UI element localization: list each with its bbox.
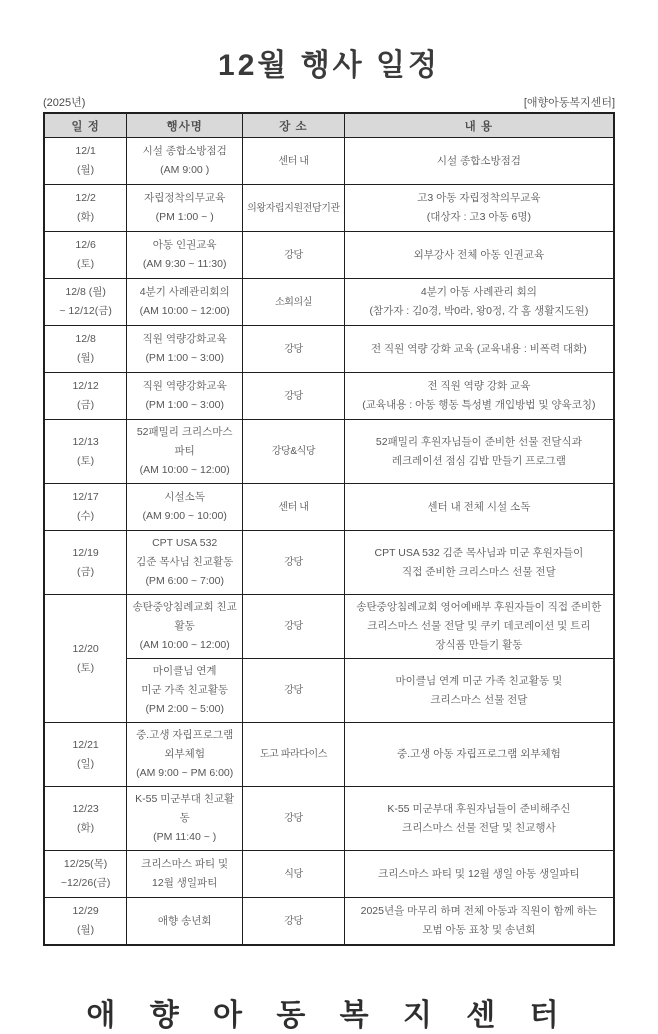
event-cell-line: (PM 6:00 ~ 7:00) (145, 575, 224, 587)
event-cell (127, 420, 243, 484)
content-cell (344, 279, 614, 326)
table-row (44, 898, 614, 946)
content-cell-line: (대상자 : 고3 아동 6명) (426, 211, 532, 223)
place-cell (243, 595, 345, 659)
content-cell-line: 크리스마스 파티 및 12월 생일 아동 생일파티 (378, 867, 580, 880)
date-cell-line: (월) (77, 164, 95, 176)
place-cell-line: 식당 (284, 868, 303, 880)
date-cell-line: ~12/26(금) (60, 877, 111, 889)
date-cell-line: 12/12 (72, 380, 99, 392)
table-row (44, 232, 614, 279)
table-row (44, 138, 614, 185)
place-cell-line: 강당 (284, 343, 303, 355)
event-cell-line: (PM 2:00 ~ 5:00) (145, 703, 224, 715)
content-cell-line: 센터 내 전체 시설 소독 (427, 500, 531, 513)
table-head-row (44, 113, 614, 138)
page-title: 12월 행사 일정 (218, 49, 440, 82)
event-cell (127, 185, 243, 232)
place-cell-line: 강당&식당 (271, 446, 316, 457)
column-header: 내 용 (344, 113, 614, 138)
event-cell-line: (AM 10:00 ~ 12:00) (139, 305, 230, 317)
event-cell-line: 크리스마스 파티 및 (141, 858, 229, 870)
date-cell-line: (금) (77, 399, 95, 411)
table-body (44, 138, 614, 946)
content-cell-line: 전 직원 역량 강화 교육 (427, 380, 531, 392)
org-label: [애향아동복지센터] (523, 97, 615, 109)
place-cell-line: 강당 (284, 813, 303, 824)
event-cell-line: 김준 목사님 친교활동 (136, 556, 234, 568)
place-cell (243, 279, 345, 326)
event-cell-line: (AM 10:00 ~ 12:00) (139, 464, 230, 476)
table-row (44, 723, 614, 787)
place-cell (243, 185, 345, 232)
event-cell-line: (PM 1:00 ~ ) (155, 211, 214, 223)
place-cell-line: 강당 (284, 249, 303, 261)
event-cell-line: (PM 1:00 ~ 3:00) (145, 399, 224, 411)
date-cell-line: 12/1 (75, 145, 96, 157)
content-cell (344, 851, 614, 898)
place-cell-line: 강당 (284, 390, 303, 402)
event-cell-line: (AM 9:00 ~ 10:00) (142, 510, 227, 522)
table-row (44, 326, 614, 373)
date-cell-line: (토) (77, 454, 95, 467)
content-cell-line: 크리스마스 선물 전달 및 친교행사 (402, 821, 556, 834)
event-cell (127, 484, 243, 531)
content-cell-line: 직접 준비한 크리스마스 선물 전달 (402, 565, 556, 578)
place-cell-line: 의왕자립지원전담기관 (247, 202, 340, 214)
event-cell (127, 851, 243, 898)
date-cell-line: 12/8 (75, 333, 96, 345)
event-cell-line: (AM 10:00 ~ 12:00) (139, 639, 230, 651)
date-cell-line: (화) (77, 821, 95, 834)
date-cell-line: (토) (77, 661, 95, 674)
event-cell-line: 4분기 사례관리회의 (139, 286, 230, 298)
content-cell (344, 659, 614, 723)
table-row (44, 595, 614, 659)
content-cell-line: CPT USA 532 김준 목사님과 미군 후원자들이 (374, 546, 584, 559)
date-cell (44, 484, 127, 531)
event-cell-line: (AM 9:00 ) (160, 164, 210, 176)
content-cell-line: 고3 아동 자립정착의무교육 (417, 192, 541, 204)
event-cell (127, 659, 243, 723)
event-cell-line: (PM 1:00 ~ 3:00) (145, 352, 224, 364)
table-row (44, 659, 614, 723)
content-cell-line: 전 직원 역량 강화 교육 (교육내용 : 비폭력 대화) (370, 342, 587, 355)
event-cell-line: CPT USA 532 (152, 537, 218, 549)
place-cell-line: 강당 (284, 557, 303, 568)
content-cell-line: 52패밀리 후원자님들이 준비한 선물 전달식과 (375, 435, 582, 448)
event-cell-line: 직원 역량강화교육 (142, 380, 227, 392)
date-cell-line: 12/23 (72, 802, 99, 815)
column-header: 장 소 (243, 113, 345, 138)
date-cell-line: (금) (77, 565, 95, 578)
table-row (44, 531, 614, 595)
content-cell (344, 787, 614, 851)
event-cell-line: 52패밀리 크리스마스 파티 (136, 426, 233, 457)
event-cell-line: 직원 역량강화교육 (142, 333, 227, 345)
table-row (44, 484, 614, 531)
content-cell (344, 326, 614, 373)
event-cell-line: (PM 11:40 ~ ) (153, 831, 217, 843)
content-cell (344, 185, 614, 232)
content-cell (344, 232, 614, 279)
date-cell-line: 12/19 (72, 546, 99, 559)
event-cell (127, 531, 243, 595)
event-cell-line: (AM 9:30 ~ 11:30) (142, 258, 227, 270)
date-cell (44, 723, 127, 787)
event-cell (127, 898, 243, 946)
event-cell (127, 595, 243, 659)
date-cell (44, 232, 127, 279)
place-cell-line: 센터 내 (278, 155, 309, 167)
content-cell-line: 크리스마스 선물 전달 및 쿠키 데코레이션 및 트리 (367, 620, 591, 632)
table-row (44, 373, 614, 420)
event-cell-line: 중.고생 자립프로그램 (136, 729, 234, 741)
content-cell (344, 898, 614, 946)
date-cell (44, 279, 127, 326)
place-cell (243, 723, 345, 787)
place-cell (243, 373, 345, 420)
table-row (44, 787, 614, 851)
table-row (44, 185, 614, 232)
event-cell-line: 마이클님 연계 (152, 665, 217, 677)
content-cell-line: 4분기 아동 사례관리 회의 (420, 286, 537, 298)
content-cell-line: 마이클님 연계 미군 가족 친교활동 및 (395, 674, 563, 687)
place-cell (243, 787, 345, 851)
document-page (0, 40, 658, 1032)
content-cell-line: 모범 아동 표창 및 송년회 (422, 924, 536, 936)
date-cell-line: 12/21 (72, 738, 99, 751)
date-cell (44, 787, 127, 851)
place-cell (243, 659, 345, 723)
event-cell (127, 787, 243, 851)
content-cell-line: 중.고생 아동 자립프로그램 외부체험 (396, 748, 561, 760)
date-cell (44, 185, 127, 232)
place-cell-line: 강당 (284, 915, 303, 927)
content-cell-line: 2025년을 마무리 하며 전체 아동과 직원이 함께 하는 (360, 905, 598, 917)
event-cell-line: 외부체험 (164, 748, 205, 760)
table-row (44, 851, 614, 898)
date-cell (44, 531, 127, 595)
event-cell-line: 미군 가족 친교활동 (141, 684, 229, 696)
date-cell (44, 326, 127, 373)
date-cell (44, 420, 127, 484)
event-cell (127, 723, 243, 787)
event-cell-line: 아동 인권교육 (152, 239, 217, 251)
content-cell-line: 장식품 만들기 활동 (435, 639, 523, 651)
place-cell (243, 420, 345, 484)
date-cell-line: 12/6 (75, 239, 96, 251)
table-row (44, 279, 614, 326)
event-cell-line: 시설 종합소방점검 (142, 145, 227, 157)
event-cell (127, 326, 243, 373)
event-cell (127, 138, 243, 185)
content-cell (344, 138, 614, 185)
date-cell (44, 898, 127, 946)
content-cell (344, 531, 614, 595)
place-cell (243, 484, 345, 531)
date-cell-line: 12/8 (월) (65, 286, 106, 298)
place-cell-line: 소회의실 (274, 296, 312, 308)
event-cell-line: 송탄중앙침례교회 친교활동 (132, 601, 237, 632)
content-cell (344, 484, 614, 531)
place-cell (243, 232, 345, 279)
year-label: (2025년) (43, 97, 86, 109)
event-cell-line: 12월 생일파티 (152, 877, 218, 889)
place-cell (243, 851, 345, 898)
date-cell-line: (월) (77, 924, 95, 936)
date-cell-line: ~ 12/12(금) (59, 305, 112, 317)
date-cell (44, 851, 127, 898)
table-row (44, 420, 614, 484)
date-cell (44, 373, 127, 420)
content-cell-line: 크리스마스 선물 전달 (430, 693, 528, 706)
date-cell-line: (수) (77, 510, 95, 522)
content-cell (344, 373, 614, 420)
date-cell-line: 12/2 (75, 192, 96, 204)
column-header: 일 정 (44, 113, 127, 138)
date-cell-line: (화) (77, 211, 95, 223)
content-cell (344, 595, 614, 659)
content-cell-line: K-55 미군부대 후원자님들이 준비해주신 (387, 802, 571, 815)
event-cell-line: 시설소독 (164, 491, 205, 503)
place-cell-line: 도고 파라다이스 (259, 749, 328, 760)
event-cell-line: K-55 미군부대 친교활동 (135, 793, 235, 824)
event-cell (127, 232, 243, 279)
date-cell (44, 138, 127, 185)
content-cell-line: 시설 종합소방점검 (436, 154, 521, 167)
place-cell (243, 898, 345, 946)
event-cell (127, 279, 243, 326)
place-cell (243, 531, 345, 595)
date-cell-line: (일) (77, 757, 95, 770)
place-cell (243, 326, 345, 373)
date-cell (44, 595, 127, 723)
date-cell-line: (토) (77, 258, 95, 270)
event-cell (127, 373, 243, 420)
date-cell-line: 12/13 (72, 435, 99, 448)
date-cell-line: (월) (77, 352, 95, 364)
schedule-table (43, 112, 615, 946)
date-cell-line: 12/29 (72, 905, 99, 917)
content-cell-line: 외부강사 전체 아동 인권교육 (413, 248, 545, 261)
date-cell-line: 12/25(목) (63, 858, 108, 870)
column-header: 행사명 (127, 113, 243, 138)
event-cell-line: (AM 9:00 ~ PM 6:00) (136, 767, 234, 779)
place-cell-line: 강당 (284, 621, 303, 632)
subtitle-row (43, 94, 615, 110)
event-cell-line: 자립정착의무교육 (144, 192, 226, 204)
place-cell-line: 강당 (284, 685, 303, 696)
place-cell-line: 센터 내 (278, 501, 309, 513)
date-cell-line: 12/17 (72, 491, 99, 503)
place-cell (243, 138, 345, 185)
content-cell (344, 420, 614, 484)
content-cell (344, 723, 614, 787)
date-cell-line: 12/20 (72, 642, 99, 655)
content-cell-line: 레크레이션 점심 김밥 만들기 프로그램 (391, 454, 566, 467)
event-cell-line: 애향 송년회 (157, 914, 212, 927)
content-cell-line: (참가자 : 김0경, 박0라, 왕0정, 각 홈 생활지도원) (369, 305, 589, 317)
footer-org-name: 애 향 아 동 복 지 센 터 (86, 999, 572, 1032)
content-cell-line: 송탄중앙침례교회 영어예배부 후원자들이 직접 준비한 (356, 601, 602, 613)
content-cell-line: (교육내용 : 아동 행동 특성별 개입방법 및 양육코칭) (362, 399, 596, 411)
